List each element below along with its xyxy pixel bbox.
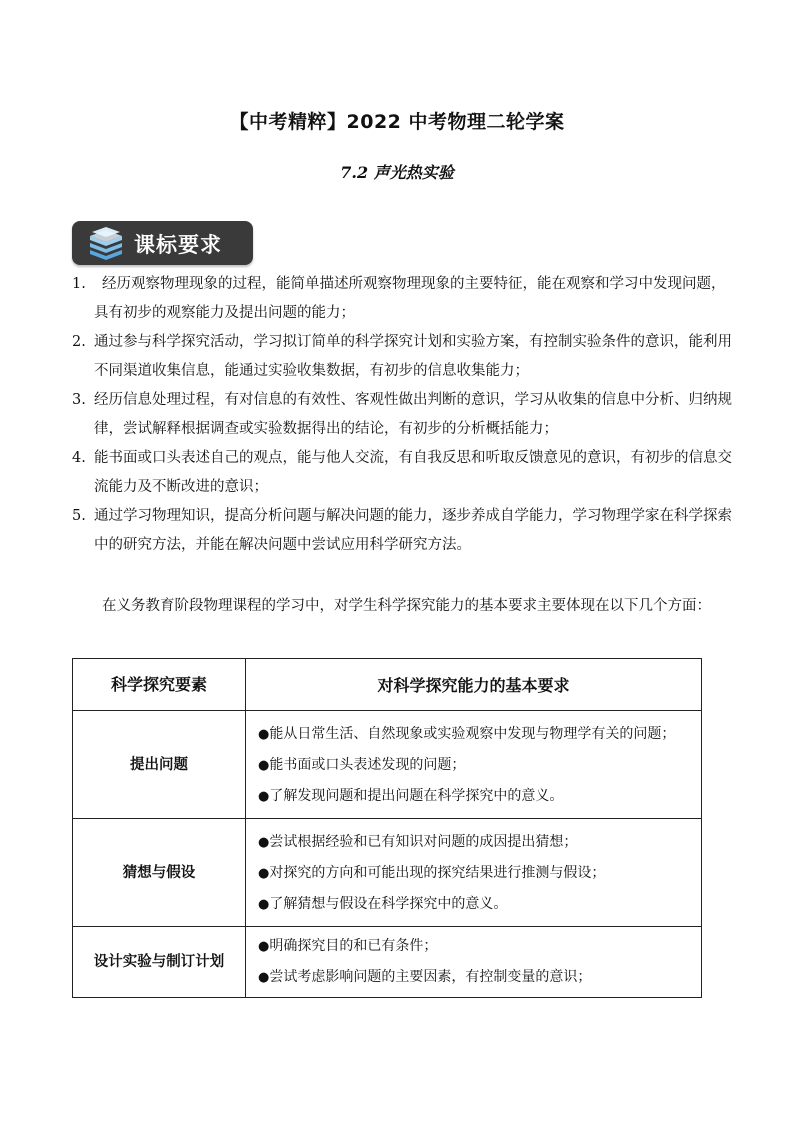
requirement-line: ●对探究的方向和可能出现的探究结果进行推测与假设； [258, 865, 606, 881]
list-item: 5. 通过学习物理知识，提高分析问题与解决问题的能力，逐步养成自学能力，学习物理学家在科学探索中的研究方法，并能在解决问题中尝试应用科学研究方法。 [72, 508, 732, 553]
table-row [73, 819, 702, 927]
requirement-cell [246, 927, 702, 998]
inquiry-element: 提出问题 [73, 711, 246, 819]
requirement-line: ●了解猜想与假设在科学探究中的意义。 [258, 896, 508, 912]
requirement-line: ●尝试根据经验和已有知识对问题的成因提出猜想； [258, 834, 578, 850]
requirement-line: ●了解发现问题和提出问题在科学探究中的意义。 [258, 788, 564, 804]
list-item: 3. 经历信息处理过程，有对信息的有效性、客观性做出判断的意识，学习从收集的信息中分析、归纳规律，尝试解释根据调查或实验数据得出的结论，有初步的分析概括能力； [72, 392, 732, 437]
document-title: 【中考精粹】2022 中考物理二轮学案 [229, 111, 565, 133]
list-item: 2. 通过参与科学探究活动，学习拟订简单的科学探究计划和实验方案，有控制实验条件的意识，能利用不同渠道收集信息，能通过实验收集数据，有初步的信息收集能力； [72, 334, 732, 379]
requirements-list [72, 270, 732, 560]
column-header: 科学探究要素 [73, 659, 246, 711]
curriculum-banner [72, 221, 253, 265]
intro-paragraph: 在义务教育阶段物理课程的学习中，对学生科学探究能力的基本要求主要体现在以下几个方面： [102, 598, 711, 614]
inquiry-element: 设计实验与制订计划 [73, 927, 246, 998]
requirement-cell [246, 819, 702, 927]
section-subtitle: 7.2 声光热实验 [340, 163, 454, 182]
inquiry-element: 猜想与假设 [73, 819, 246, 927]
requirement-line: ●明确探究目的和已有条件； [258, 938, 438, 954]
inquiry-requirements-table [72, 658, 702, 998]
banner-label: 课标要求 [134, 233, 222, 257]
requirement-cell [246, 711, 702, 819]
list-item: 1. 经历观察物理现象的过程，能简单描述所观察物理现象的主要特征，能在观察和学习中发现问题，具有初步的观察能力及提出问题的能力； [72, 276, 726, 321]
books-icon [86, 226, 126, 260]
requirement-line: ●能从日常生活、自然现象或实验观察中发现与物理学有关的问题； [258, 726, 676, 742]
table-row [73, 711, 702, 819]
column-header: 对科学探究能力的基本要求 [246, 659, 702, 711]
list-item: 4. 能书面或口头表述自己的观点，能与他人交流，有自我反思和听取反馈意见的意识，有初步的信息交流能力及不断改进的意识； [72, 450, 732, 495]
requirement-line: ●尝试考虑影响问题的主要因素，有控制变量的意识； [258, 969, 592, 985]
requirement-line: ●能书面或口头表述发现的问题； [258, 757, 466, 773]
table-header-row [73, 659, 702, 711]
table-row [73, 927, 702, 998]
